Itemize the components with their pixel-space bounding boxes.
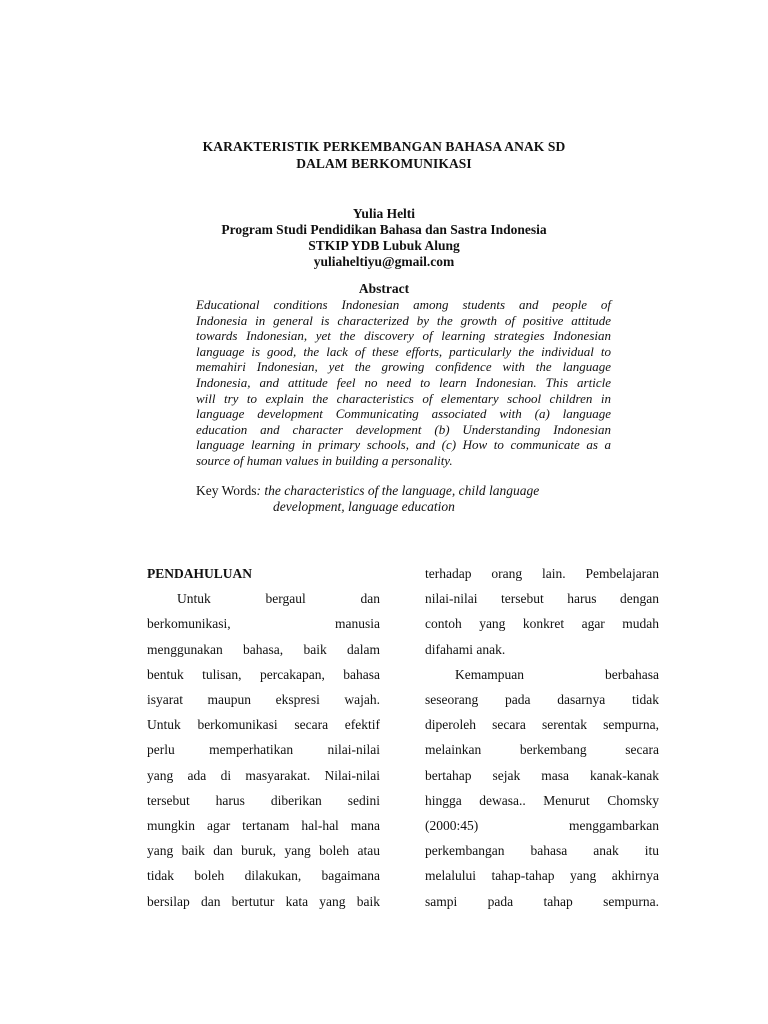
body-line: sampi pada tahap sempurna. (425, 893, 659, 909)
abstract-line: language learning in primary schools, and (c) How to communicate as a (196, 437, 611, 453)
abstract-line: towards Indonesian, yet the discovery of learning strategies Indonesian (196, 328, 611, 344)
author-name: Yulia Helti (352, 206, 416, 221)
body-line: bersilap dan bertutur kata yang baik (147, 893, 380, 909)
body-line: contoh yang konkret agar mudah (425, 616, 659, 632)
abstract-line: Indonesia, and attitude feel no need to learn Indonesian. This article (196, 374, 611, 390)
title-line-1: KARAKTERISTIK PERKEMBANGAN BAHASA ANAK SD (202, 139, 566, 154)
body-column-right (425, 561, 659, 914)
author-block (0, 206, 768, 270)
body-line: seseorang pada dasarnya tidak (425, 692, 659, 708)
body-line: tersebut harus diberikan sedini (147, 792, 380, 808)
keywords-label: Key Words (196, 483, 257, 498)
keywords-line-2: development, language education (273, 499, 455, 514)
body-line: hingga dewasa.. Menurut Chomsky (425, 792, 659, 808)
body-line: difahami anak. (425, 641, 506, 657)
body-line: tidak boleh dilakukan, bagaimana (147, 868, 380, 884)
body-line: Untuk bergaul dan (177, 591, 380, 607)
body-line: (2000:45) menggambarkan (425, 818, 659, 834)
keywords (196, 483, 616, 515)
body-line: melalului tahap-tahap yang akhirnya (425, 868, 659, 884)
body-line: melainkan berkembang secara (425, 742, 659, 758)
body-line: bentuk tulisan, percakapan, bahasa (147, 666, 380, 682)
body-line: mungkin agar tertanam hal-hal mana (147, 818, 380, 834)
body-line: diperoleh secara serentak sempurna, (425, 717, 659, 733)
body-line: isyarat maupun ekspresi wajah. (147, 692, 380, 708)
body-line: yang baik dan buruk, yang boleh atau (147, 843, 380, 859)
body-line: Kemampuan berbahasa (455, 666, 659, 682)
keywords-line-1: : the characteristics of the language, child language (256, 483, 540, 498)
body-line: perlu memperhatikan nilai-nilai (147, 742, 380, 758)
body-line: terhadap orang lain. Pembelajaran (425, 566, 659, 581)
author-institution: STKIP YDB Lubuk Alung (308, 238, 460, 253)
body-line: perkembangan bahasa anak itu (425, 843, 659, 859)
abstract-line: memahiri Indonesian, yet the growing confidence with the language (196, 359, 611, 375)
abstract-line: language development Communicating associated with (a) language (196, 406, 611, 422)
body-line: berkomunikasi, manusia (147, 616, 380, 632)
abstract-line: Educational conditions Indonesian among students and people of (196, 297, 611, 312)
title-line-2: DALAM BERKOMUNIKASI (296, 156, 472, 171)
body-line: nilai-nilai tersebut harus dengan (425, 591, 659, 607)
paper-title (0, 138, 768, 172)
author-email: yuliaheltiyu@gmail.com (313, 254, 455, 269)
abstract-line: education and character development (b) Understanding Indonesian (196, 421, 611, 437)
body-column-left (147, 561, 380, 914)
section-heading: PENDAHULUAN (147, 566, 253, 581)
abstract-heading: Abstract (358, 281, 410, 296)
body-line: Untuk berkomunikasi secara efektif (147, 717, 380, 733)
abstract-line: source of human values in building a personality. (196, 452, 453, 468)
body-line: bertahap sejak masa kanak-kanak (425, 767, 659, 783)
abstract-body (196, 297, 611, 469)
abstract-line: language is good, the lack of these efforts, particularly the individual to (196, 343, 611, 359)
body-line: menggunakan bahasa, baik dalam (147, 641, 380, 657)
abstract-line: Indonesia in general is characterized by the growth of positive attitude (196, 312, 611, 328)
author-program: Program Studi Pendidikan Bahasa dan Sastra Indonesia (221, 222, 547, 237)
abstract-line: will try to explain the characteristics of elementary school children in (196, 390, 611, 406)
body-line: yang ada di masyarakat. Nilai-nilai (147, 767, 380, 783)
